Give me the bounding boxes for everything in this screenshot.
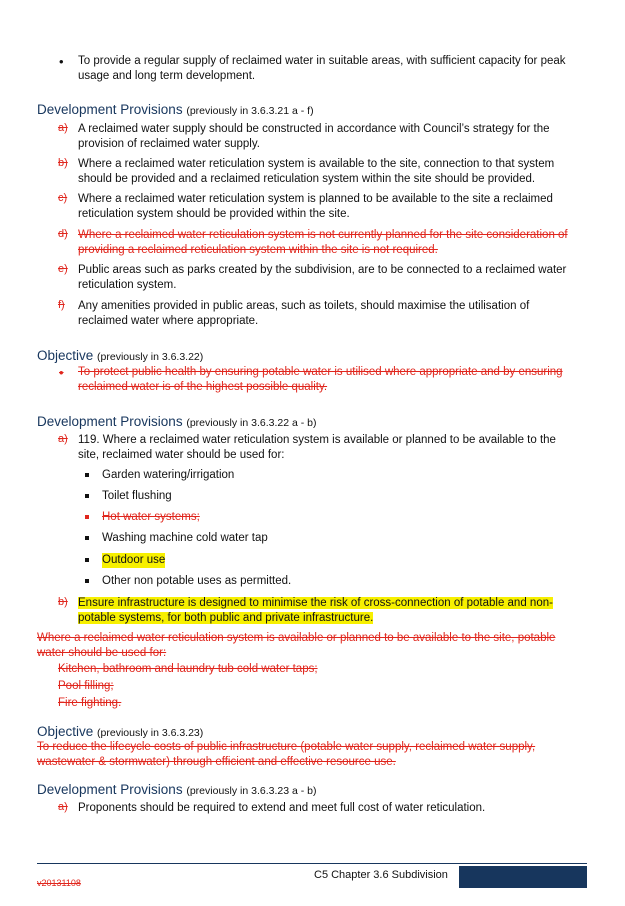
section-heading-development-provisions-1 bbox=[37, 102, 625, 117]
square-bullet bbox=[85, 536, 89, 540]
section-heading-objective-2 bbox=[37, 724, 625, 739]
deleted-paragraph-text: Where a reclaimed water reticulation system is available or planned to be available to the site, potable water should be used for: bbox=[37, 632, 556, 659]
item-label: a) bbox=[58, 801, 68, 813]
item-label: d) bbox=[58, 228, 68, 240]
item-text: Any amenities provided in public areas, such as toilets, should maximise the utilisation of reclaimed water where appropriate. bbox=[78, 300, 530, 327]
footer-color-block bbox=[459, 866, 587, 888]
square-bullet bbox=[85, 579, 89, 583]
bullet-dot: • bbox=[59, 54, 64, 69]
heading-note: (previously in 3.6.3.22 a - b) bbox=[186, 417, 317, 429]
item-text: Ensure infrastructure is designed to minimise the risk of cross-connection of potable and non-potable systems, for both public and private infrastructure. bbox=[78, 597, 553, 624]
sub-item-text: Garden watering/irrigation bbox=[102, 469, 235, 481]
heading-text: Objective bbox=[37, 348, 94, 363]
item-text: Public areas such as parks created by the subdivision, are to be connected to a reclaimed water reticulation system. bbox=[78, 264, 567, 291]
footer-title: C5 Chapter 3.6 Subdivision bbox=[314, 869, 448, 881]
bullet-dot: • bbox=[59, 365, 64, 380]
objective-text: To protect public health by ensuring potable water is utilised where appropriate and by ensuring reclaimed water is of the highest possible quality. bbox=[78, 366, 563, 393]
section-heading-objective-1 bbox=[37, 348, 625, 363]
footer-version: v20131108 bbox=[37, 878, 81, 888]
footer-rule bbox=[37, 863, 587, 864]
sub-item-text: Outdoor use bbox=[102, 554, 166, 566]
item-label: f) bbox=[58, 299, 65, 311]
heading-note: (previously in 3.6.3.23) bbox=[97, 727, 204, 739]
objective-text: To reduce the lifecycle costs of public infrastructure (potable water supply, reclaimed water supply, wastewater & stormwater) through efficient and effective resource use. bbox=[37, 741, 536, 768]
square-bullet bbox=[85, 494, 89, 498]
heading-note: (previously in 3.6.3.23 a - b) bbox=[186, 785, 317, 797]
item-text: Where a reclaimed water reticulation system is available to the site, connection to that system should be provided and a reclaimed reticulation system within the site should be provided. bbox=[78, 158, 555, 185]
deleted-list-item: Fire fighting. bbox=[58, 697, 122, 709]
item-text: Proponents should be required to extend and meet full cost of water reticulation. bbox=[78, 802, 486, 814]
item-text: Where a reclaimed water reticulation system is planned to be available to the site a reclaimed reticulation system should be provided within the site. bbox=[78, 193, 553, 220]
heading-text: Development Provisions bbox=[37, 782, 183, 797]
item-label: b) bbox=[58, 596, 68, 608]
sub-item-text: Toilet flushing bbox=[102, 490, 172, 502]
item-label: c) bbox=[58, 192, 68, 204]
item-label: a) bbox=[58, 122, 68, 134]
sub-item-text: Hot water systems; bbox=[102, 511, 200, 523]
item-text: 119. Where a reclaimed water reticulation system is available or planned to be available to the site, reclaimed water should be used for: bbox=[78, 434, 556, 461]
item-label: e) bbox=[58, 263, 68, 275]
heading-text: Objective bbox=[37, 724, 94, 739]
square-bullet bbox=[85, 473, 89, 477]
heading-note: (previously in 3.6.3.21 a - f) bbox=[186, 105, 314, 117]
heading-note: (previously in 3.6.3.22) bbox=[97, 351, 204, 363]
square-bullet bbox=[85, 558, 89, 562]
sub-item-text: Other non potable uses as permitted. bbox=[102, 575, 292, 587]
heading-text: Development Provisions bbox=[37, 414, 183, 429]
intro-bullet-text: To provide a regular supply of reclaimed water in suitable areas, with sufficient capacity for peak usage and long term development. bbox=[78, 55, 566, 82]
item-label: b) bbox=[58, 157, 68, 169]
sub-item-text: Washing machine cold water tap bbox=[102, 532, 268, 544]
section-heading-development-provisions-3 bbox=[37, 782, 625, 797]
item-text: A reclaimed water supply should be constructed in accordance with Council’s strategy for the provision of reclaimed water supply. bbox=[78, 123, 550, 150]
deleted-list-item: Kitchen, bathroom and laundry tub cold water taps; bbox=[58, 663, 318, 675]
section-heading-development-provisions-2 bbox=[37, 414, 625, 429]
item-label: a) bbox=[58, 433, 68, 445]
deleted-list-item: Pool filling; bbox=[58, 680, 114, 692]
heading-text: Development Provisions bbox=[37, 102, 183, 117]
item-text: Where a reclaimed water reticulation system is not currently planned for the site consideration of providing a reclaimed reticulation system within the site is not required. bbox=[78, 229, 568, 256]
